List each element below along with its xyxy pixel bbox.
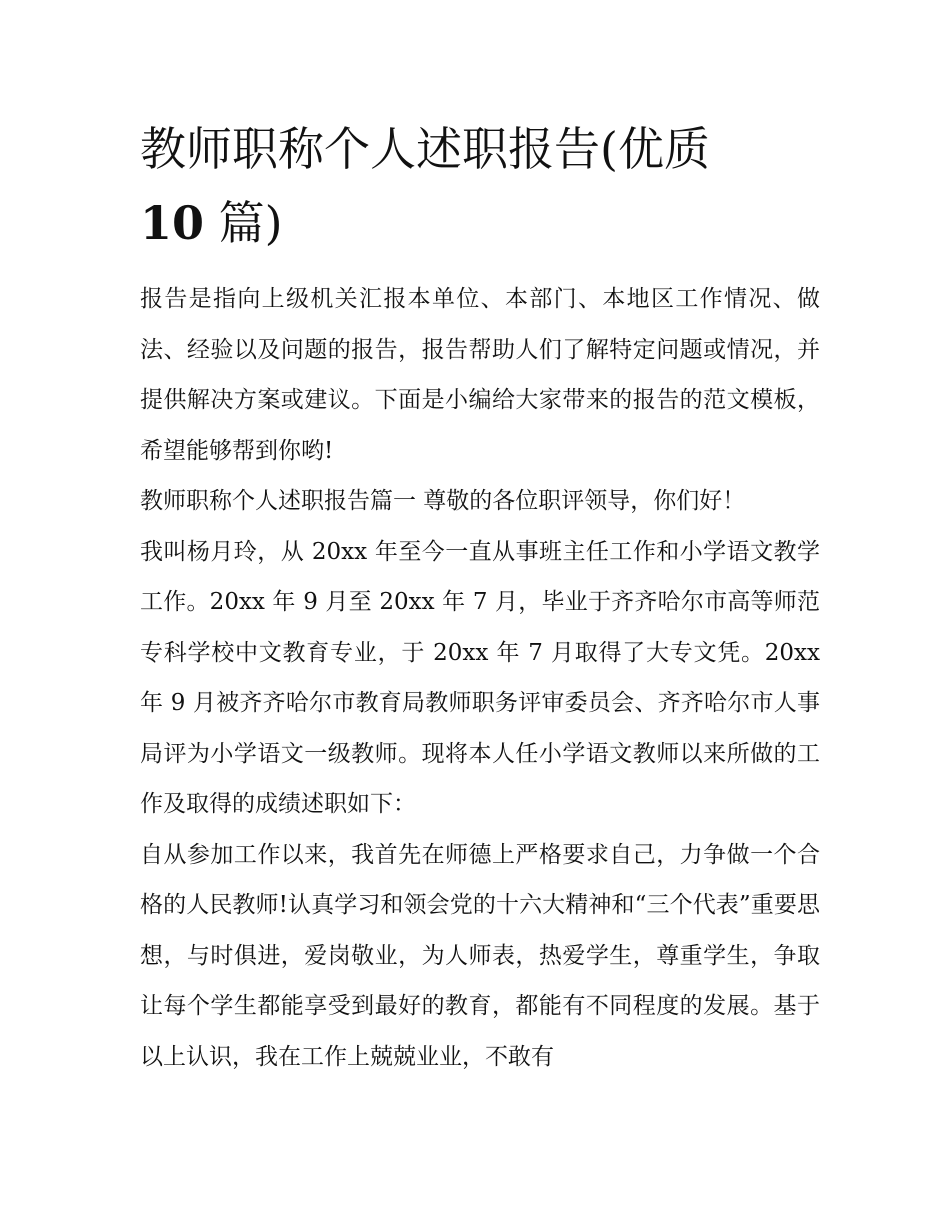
background-paragraph: 我叫杨月玲，从 20xx 年至今一直从事班主任工作和小学语文教学工作。20xx 年 9 月至 20xx 年 7 月，毕业于齐齐哈尔市高等师范专科学校中文教育专业，于 20xx 年 7 月取得了大专文凭。20xx 年 9 月被齐齐哈尔市教育局教师职务评审委员会、齐齐哈尔市人事局评为小学语文一级教师。现将本人任小学语文教师以来所做的工作及取得的成绩述职如下：: [140, 538, 820, 817]
title-line-1: 教师职称个人述职报告(优质: [140, 122, 710, 176]
title-line-2: 篇): [204, 196, 283, 250]
document-title: [140, 112, 800, 260]
title-number: 10: [140, 196, 205, 250]
section-heading-paragraph: 教师职称个人述职报告篇一 尊敬的各位职评领导，你们好！: [140, 488, 746, 514]
ethics-paragraph: 自从参加工作以来，我首先在师德上严格要求自己，力争做一个合格的人民教师!认真学习和领会党的十六大精神和“三个代表”重要思想，与时俱进，爱岗敬业，为人师表，热爱学生，尊重学生，争取让每个学生都能享受到最好的教育，都能有不同程度的发展。基于以上认识，我在工作上兢兢业业，不敢有: [140, 841, 820, 1070]
intro-paragraph: 报告是指向上级机关汇报本单位、本部门、本地区工作情况、做法、经验以及问题的报告，报告帮助人们了解特定问题或情况，并提供解决方案或建议。下面是小编给大家带来的报告的范文模板，希望能够帮到你哟!: [140, 286, 820, 464]
document-content: [140, 112, 820, 1082]
